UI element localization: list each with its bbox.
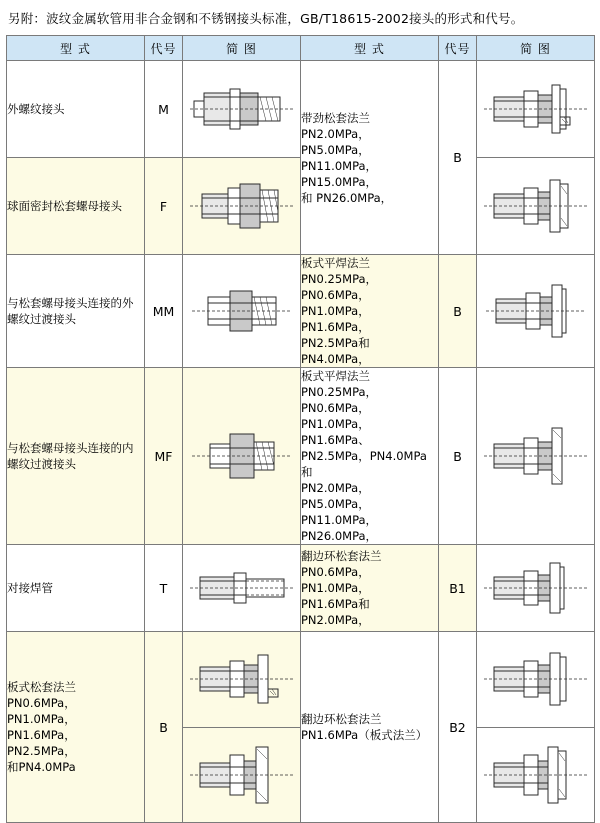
female-thread-adapter-icon <box>186 420 298 492</box>
male-thread-adapter-icon <box>186 275 298 347</box>
plate-loose-flange-icon-2 <box>186 729 298 821</box>
ribbed-loose-flange-icon <box>480 71 592 147</box>
right-figure-4a <box>477 632 595 728</box>
plate-weld-flange-2-icon <box>480 420 592 492</box>
header-left-code: 代号 <box>145 36 183 61</box>
lap-joint-flange-2-icon <box>480 633 592 725</box>
left-figure-5b <box>183 727 301 823</box>
header-right-type: 型 式 <box>301 36 439 61</box>
table-header-row <box>7 36 595 61</box>
left-figure-1 <box>183 158 301 255</box>
plate-weld-flange-icon <box>480 275 592 347</box>
table-row <box>7 545 595 632</box>
right-type-2: 板式平焊法兰 PN0.25MPa，PN0.6MPa， PN1.0MPa，PN1.6MPa、 PN2.5MPa，PN4.0MPa和 PN2.0MPa，PN5.0MPa， PN11.0MPa，PN26.0MPa， <box>301 368 439 545</box>
header-right-code: 代号 <box>439 36 477 61</box>
left-figure-4 <box>183 545 301 632</box>
male-thread-fitting-icon <box>186 71 298 147</box>
right-code-2: B <box>439 368 477 545</box>
header-right-figure: 简 图 <box>477 36 595 61</box>
right-type-3: 翻边环松套法兰 PN0.6MPa， PN1.0MPa， PN1.6MPa和PN2.0MPa， <box>301 545 439 632</box>
table-row <box>7 61 595 158</box>
right-figure-2 <box>477 368 595 545</box>
right-code-4: B2 <box>439 632 477 823</box>
right-figure-3 <box>477 545 595 632</box>
butt-weld-pipe-icon <box>186 555 298 621</box>
right-code-0: B <box>439 61 477 255</box>
header-left-figure: 简 图 <box>183 36 301 61</box>
left-type-3: 与松套螺母接头连接的内螺纹过渡接头 <box>7 368 145 545</box>
right-code-1: B <box>439 255 477 368</box>
table-row <box>7 368 595 545</box>
right-type-1: 板式平焊法兰 PN0.25MPa，PN0.6MPa， PN1.0MPa， PN1.6MPa， PN2.5MPa和PN4.0MPa， <box>301 255 439 368</box>
left-figure-2 <box>183 255 301 368</box>
right-figure-0b <box>477 158 595 255</box>
left-code-2: MM <box>145 255 183 368</box>
left-type-4: 对接焊管 <box>7 545 145 632</box>
table-row <box>7 255 595 368</box>
lap-joint-flange-2-icon-b <box>480 729 592 821</box>
lap-joint-flange-icon <box>480 555 592 621</box>
page-title: 另附：波纹金属软管用非合金钢和不锈钢接头标准，GB/T18615-2002接头的形式和代号。 <box>8 11 524 26</box>
spherical-seal-union-nut-icon <box>186 168 298 244</box>
left-type-5: 板式松套法兰 PN0.6MPa，PN1.0MPa， PN1.6MPa，PN2.5MPa， 和PN4.0MPa <box>7 632 145 823</box>
right-figure-1 <box>477 255 595 368</box>
left-code-1: F <box>145 158 183 255</box>
plate-loose-flange-icon <box>186 633 298 725</box>
left-code-3: MF <box>145 368 183 545</box>
left-type-2: 与松套螺母接头连接的外螺纹过渡接头 <box>7 255 145 368</box>
left-code-0: M <box>145 61 183 158</box>
right-figure-0a <box>477 61 595 158</box>
left-type-0: 外螺纹接头 <box>7 61 145 158</box>
table-row <box>7 632 595 728</box>
right-figure-4b <box>477 727 595 823</box>
fittings-table <box>6 35 595 823</box>
left-figure-0 <box>183 61 301 158</box>
left-code-4: T <box>145 545 183 632</box>
header-left-type: 型 式 <box>7 36 145 61</box>
right-type-0: 带劲松套法兰 PN2.0MPa， PN5.0MPa， PN11.0MPa，PN15.0MPa， 和 PN26.0MPa， <box>301 61 439 255</box>
left-type-1: 球面密封松套螺母接头 <box>7 158 145 255</box>
left-figure-3 <box>183 368 301 545</box>
left-code-5: B <box>145 632 183 823</box>
ribbed-loose-flange-icon-2 <box>480 168 592 244</box>
right-code-3: B1 <box>439 545 477 632</box>
left-figure-5a <box>183 632 301 728</box>
right-type-4: 翻边环松套法兰 PN1.6MPa（板式法兰） <box>301 632 439 823</box>
